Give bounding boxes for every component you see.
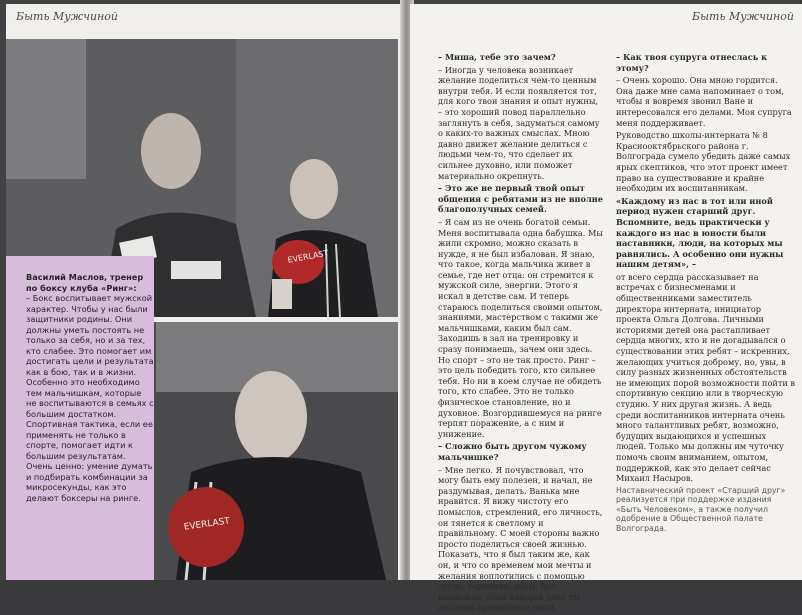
highlighted-quote: «Каждому из нас в тот или иной период нужен старший друг. Вспомните, ведь практически у каждого из нас в юности были наставники, люди, на которых мы равнялись. А особенно они нужны нашим детям», – [616, 195, 784, 270]
glove-brand-bottom: EVERLAST [183, 516, 231, 533]
article-paragraph: Руководство школы-интерната № 8 Краснооктябрьского района г. Волгограда сумело убедить даже самых ярых скептиков, что этот проект имеет право на существование и крайне необходим их воспитанникам. [616, 130, 791, 194]
glove-brand-top: EVERLAST [286, 248, 330, 265]
interview-question: – Сложно быть другом чужому мальчишке? [438, 441, 587, 462]
interview-answer: – Очень хорошо. Она мною гордится. Она даже мне сама напоминает о том, чтобы я вовремя звонил Ване и интересовался его делами. Моя супруга меня поддерживает. [616, 75, 792, 128]
article-paragraph: от всего сердца рассказывает на встречах с бизнесменами и общественниками заместитель директора интерната, инициатор проекта Ольга Долгова. Личными историями детей она растапливает сердца многих, кто и не догадывался о существовании этих ребят – искренних, желающих учиться доброму, но, увы, в силу разных жизненных обстоятельств не имеющих порой возможности пойти в спортивную секцию или в творческую студию. У них другая жизнь. А ведь среди воспитанников интерната очень много талантливых ребят, возможно, будущих выдающихся и успешных людей. Только мы должны им чуточку помочь своим вниманием, опытом, поддержкой, как это делает сейчас Михаил Насыров. [616, 271, 796, 484]
interview-question: – Как твоя супруга отнеслась к этому? [616, 52, 768, 73]
article-column-2 [616, 52, 796, 535]
coach-quote-caption [26, 272, 154, 503]
interview-answer: – Я сам из не очень богатой семьи. Меня воспитывала одна бабушка. Мы жили скромно, можно сказать в нужде, я не был избалован. Я знаю, что такое, когда мальчика живет в семье, где нет отца: он стремится к мужской силе, энергии. Этого я искал в детстве сам. И теперь стараюсь поделиться своими опытом, знаниями, мастерством с такими же мальчишками, каким был сам. Заходишь в зал на тренировку и сразу понимаешь, зачем они здесь. Но спорт – это не так просто. Ринг – это цель победить того, кто сильнее тебя. Но ни в коем случае не обидеть того, кто слабее. Это не только физическое становление, но и духовное. Возгордившемуся на ринге терпят поражение, а с ним и унижение. [438, 216, 603, 439]
right-page [410, 4, 802, 613]
article-column-1 [438, 52, 603, 615]
caption-lead: Василий Маслов, тренер по боксу клуба «Ринг»: [26, 272, 144, 293]
running-head-left: Быть Мужчиной [16, 10, 118, 23]
left-page [6, 4, 406, 580]
interview-question: – Миша, тебе это зачем? [438, 52, 556, 62]
interview-answer: – Мне легко. Я почувствовал, что могу быть ему полезен, и начал, не раздумывая, делать. Ванька мне нравится. Я вижу чистоту его помыслов, стремлений, его личность, он тянется к светлому и правильному. С моей стороны важно просто поделиться своей жизнью. Показать, что я был таким же, как он, и что со временем мои мечты и желания воплотились с помощью труда, терпения, веры. Все возможно, если каждый день ты делаешь правильные шаги. [438, 464, 603, 613]
project-credit: Наставнический проект «Старший друг» реализуется при поддержке издания «Быть Человеком», а также получил одобрение в Общественной палате Волгограда. [616, 485, 786, 533]
caption-body: – Бокс воспитывает мужской характер. Чтобы у нас были защитники родины. Они должны уметь постоять не только за себя, но и за тех, кто слабее. Это помогает им достигать цели и результата как в бою, так и в жизни. Особенно это необходимо тем мальчишкам, которые не воспитываются в семьях с большим достатком. Спортивная тактика, если ее применять не только в спорте, помогает идти к большим результатам. Очень ценно: умение думать и подбирать комбинации за микросекунды, как это делают боксеры на ринге. [26, 293, 154, 503]
running-head-right: Быть Мужчиной [692, 10, 794, 23]
interview-answer: – Иногда у человека возникает желание поделиться чем-то ценным внутри тебя. И если появляется тот, для кого твои знания и опыт нужны, – это хороший повод параллельно заглянуть в себя, задуматься самому о каких-то важных смыслах. Мною давно движет желание делиться с людьми чем-то, что сделает их сильнее духовно, или поможет материально окрепнуть. [438, 64, 600, 181]
interview-question: – Это же не первый твой опыт общения с ребятами из не вполне благополучных семей. [438, 183, 603, 215]
